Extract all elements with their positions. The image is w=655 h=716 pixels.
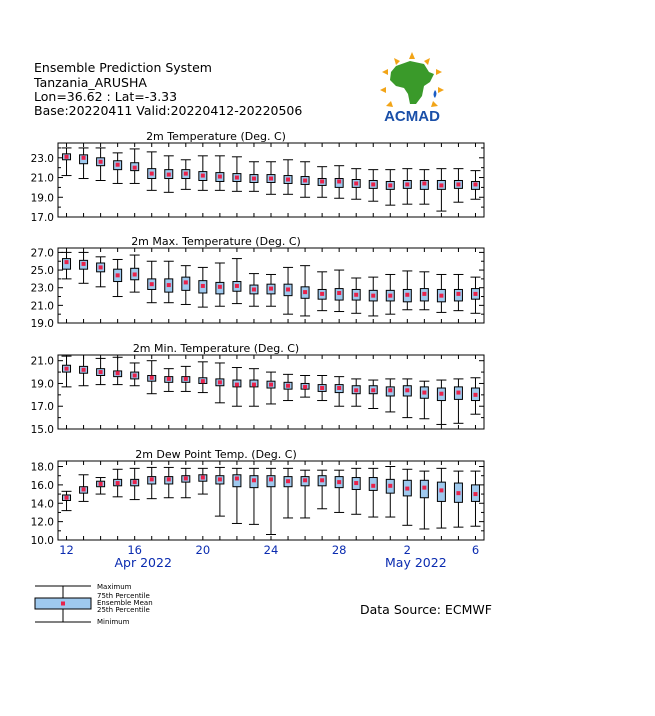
chart-panel-3 xyxy=(31,342,484,436)
box-11 xyxy=(232,157,242,192)
mean-marker xyxy=(439,488,443,492)
box-19 xyxy=(368,170,378,202)
box-11 xyxy=(232,259,242,304)
box-2 xyxy=(79,148,89,179)
box-8 xyxy=(181,366,191,391)
header-location: Tanzania_ARUSHA xyxy=(34,75,147,90)
box-4 xyxy=(113,469,123,497)
box-5 xyxy=(130,255,140,292)
box-23 xyxy=(436,169,446,211)
box-14 xyxy=(283,160,293,195)
box-15 xyxy=(300,266,310,316)
x-day-label: 20 xyxy=(195,543,211,557)
mean-marker xyxy=(388,294,392,298)
mean-marker xyxy=(405,388,409,392)
mean-marker xyxy=(133,272,137,276)
box-2 xyxy=(79,475,89,502)
mean-marker xyxy=(439,183,443,187)
box-11 xyxy=(232,368,242,407)
box-21 xyxy=(402,271,412,310)
box-16 xyxy=(317,167,327,198)
mean-marker xyxy=(473,393,477,397)
mean-marker xyxy=(82,156,86,160)
mean-marker xyxy=(116,371,120,375)
box-13 xyxy=(266,274,276,306)
logo-text: ACMAD xyxy=(384,108,440,125)
box-5 xyxy=(130,468,140,499)
mean-marker xyxy=(252,478,256,482)
y-tick-label: 10.0 xyxy=(30,535,54,547)
y-tick-label: 17.0 xyxy=(30,212,54,224)
x-day-label: 28 xyxy=(331,543,347,557)
y-tick-label: 21.0 xyxy=(30,300,54,313)
box-19 xyxy=(368,380,378,408)
box-9 xyxy=(198,156,208,191)
mean-marker xyxy=(269,177,273,181)
mean-marker xyxy=(303,385,307,389)
mean-marker xyxy=(456,182,460,186)
mean-marker xyxy=(184,377,188,381)
box-1 xyxy=(62,148,72,176)
box-15 xyxy=(300,162,310,198)
mean-marker xyxy=(320,386,324,390)
box-12 xyxy=(249,468,259,524)
box-7 xyxy=(164,467,174,497)
mean-marker xyxy=(167,283,171,287)
box-18 xyxy=(351,379,361,406)
mean-marker xyxy=(65,496,69,500)
y-tick-label: 16.0 xyxy=(30,479,54,492)
mean-marker xyxy=(133,166,137,170)
mean-marker xyxy=(303,478,307,482)
x-month-label: Apr 2022 xyxy=(114,555,172,570)
mean-marker xyxy=(99,482,103,486)
box-21 xyxy=(402,469,412,525)
mean-marker xyxy=(116,163,120,167)
y-tick-label: 23.0 xyxy=(30,282,54,295)
mean-marker xyxy=(371,182,375,186)
box-4 xyxy=(113,153,123,184)
box-23 xyxy=(436,380,446,424)
y-tick-label: 21.0 xyxy=(30,172,54,185)
mean-marker xyxy=(184,280,188,284)
mean-marker xyxy=(99,265,103,269)
mean-marker xyxy=(133,480,137,484)
y-tick-label: 23.0 xyxy=(30,152,54,165)
mean-marker xyxy=(473,292,477,296)
y-tick-label: 18.0 xyxy=(30,461,54,474)
box-14 xyxy=(283,374,293,400)
x-day-label: 24 xyxy=(263,543,279,557)
box-6 xyxy=(147,152,157,190)
header-title: Ensemble Prediction System xyxy=(34,60,212,75)
box-17 xyxy=(334,166,344,199)
header-base-valid: Base:20220411 Valid:20220412-20220506 xyxy=(34,103,303,118)
mean-marker xyxy=(235,176,239,180)
box-6 xyxy=(147,467,157,498)
y-tick-label: 12.0 xyxy=(30,516,54,529)
box-3 xyxy=(96,257,106,287)
y-tick-label: 15.0 xyxy=(30,424,54,436)
mean-marker xyxy=(269,477,273,481)
box-13 xyxy=(266,468,276,534)
mean-marker xyxy=(201,284,205,288)
box-18 xyxy=(351,169,361,200)
mean-marker xyxy=(405,487,409,491)
box-22 xyxy=(419,381,429,419)
box-18 xyxy=(351,278,361,313)
x-month-label: May 2022 xyxy=(385,555,447,570)
x-day-label: 6 xyxy=(471,543,480,557)
box-1 xyxy=(62,252,72,278)
mean-marker xyxy=(422,292,426,296)
mean-marker xyxy=(218,175,222,179)
mean-marker xyxy=(439,294,443,298)
chart-panel-4 xyxy=(31,448,484,547)
box-13 xyxy=(266,162,276,195)
panel-title: 2m Dew Point Temp. (Deg. C) xyxy=(135,448,297,461)
mean-marker xyxy=(422,181,426,185)
mean-marker xyxy=(473,182,477,186)
box-4 xyxy=(113,357,123,384)
mean-marker xyxy=(218,477,222,481)
mean-marker xyxy=(235,284,239,288)
mean-marker xyxy=(116,481,120,485)
mean-marker xyxy=(371,294,375,298)
box-25 xyxy=(470,471,480,526)
box-14 xyxy=(283,468,293,518)
box-15 xyxy=(300,375,310,397)
box-9 xyxy=(198,267,208,307)
box-25 xyxy=(470,171,480,200)
mean-marker xyxy=(320,179,324,183)
y-tick-label: 17.0 xyxy=(30,401,54,414)
mean-marker xyxy=(456,491,460,495)
box-3 xyxy=(96,148,106,181)
x-day-label: 12 xyxy=(59,543,74,557)
mean-marker xyxy=(422,486,426,490)
mean-marker xyxy=(201,476,205,480)
box-24 xyxy=(453,274,463,310)
box-21 xyxy=(402,379,412,418)
y-tick-label: 21.0 xyxy=(30,355,54,368)
mean-marker xyxy=(252,383,256,387)
box-10 xyxy=(215,263,225,306)
mean-marker xyxy=(337,179,341,183)
mean-marker xyxy=(65,260,69,264)
box-16 xyxy=(317,272,327,311)
mean-marker xyxy=(218,285,222,289)
box-11 xyxy=(232,468,242,523)
box-22 xyxy=(419,272,429,310)
mean-marker xyxy=(116,273,120,277)
mean-marker xyxy=(65,155,69,159)
box-24 xyxy=(453,471,463,527)
mean-marker xyxy=(252,287,256,291)
legend-label-p75: 75th Percentile xyxy=(97,592,150,600)
mean-marker xyxy=(201,379,205,383)
box-16 xyxy=(317,375,327,400)
mean-marker xyxy=(82,368,86,372)
mean-marker xyxy=(286,178,290,182)
mean-marker xyxy=(201,174,205,178)
box-12 xyxy=(249,274,259,307)
mean-marker xyxy=(320,478,324,482)
box-23 xyxy=(436,468,446,528)
mean-marker xyxy=(150,376,154,380)
box-20 xyxy=(385,170,395,206)
box-7 xyxy=(164,156,174,193)
mean-marker xyxy=(99,160,103,164)
x-day-label: 16 xyxy=(127,543,143,557)
panel-title: 2m Min. Temperature (Deg. C) xyxy=(132,342,300,355)
mean-marker xyxy=(371,484,375,488)
box-25 xyxy=(470,378,480,414)
box-20 xyxy=(385,274,395,314)
box-12 xyxy=(249,369,259,407)
box-5 xyxy=(130,363,140,386)
mean-marker xyxy=(371,388,375,392)
box-2 xyxy=(79,355,89,386)
box-17 xyxy=(334,377,344,407)
box-24 xyxy=(453,169,463,203)
header-coordinates: Lon=36.62 : Lat=-3.33 xyxy=(34,89,178,104)
box-10 xyxy=(215,363,225,403)
mean-marker xyxy=(99,370,103,374)
mean-marker xyxy=(320,292,324,296)
mean-marker xyxy=(286,384,290,388)
box-17 xyxy=(334,270,344,311)
mean-marker xyxy=(167,477,171,481)
box-13 xyxy=(266,372,276,404)
mean-marker xyxy=(337,291,341,295)
mean-marker xyxy=(218,380,222,384)
box-10 xyxy=(215,156,225,191)
mean-marker xyxy=(235,476,239,480)
mean-marker xyxy=(456,292,460,296)
mean-marker xyxy=(252,177,256,181)
mean-marker xyxy=(388,484,392,488)
box-5 xyxy=(130,149,140,184)
box-7 xyxy=(164,261,174,302)
panel-title: 2m Max. Temperature (Deg. C) xyxy=(131,235,301,248)
box-24 xyxy=(453,379,463,423)
y-tick-label: 19.0 xyxy=(30,378,54,391)
mean-marker xyxy=(184,172,188,176)
box-20 xyxy=(385,379,395,412)
y-tick-label: 19.0 xyxy=(30,192,54,205)
mean-marker xyxy=(388,388,392,392)
box-3 xyxy=(96,478,106,495)
mean-marker xyxy=(150,172,154,176)
mean-marker xyxy=(388,183,392,187)
box-8 xyxy=(181,266,191,305)
box-10 xyxy=(215,467,225,516)
mean-marker xyxy=(167,377,171,381)
mean-marker xyxy=(269,383,273,387)
mean-marker xyxy=(337,386,341,390)
box-22 xyxy=(419,170,429,205)
box-7 xyxy=(164,369,174,392)
mean-marker xyxy=(82,487,86,491)
legend-label-p25: 25th Percentile xyxy=(97,606,150,614)
mean-marker xyxy=(354,481,358,485)
box-3 xyxy=(96,358,106,384)
box-6 xyxy=(147,261,157,302)
box-22 xyxy=(419,471,429,529)
box-2 xyxy=(79,252,89,283)
mean-marker xyxy=(235,383,239,387)
box-1 xyxy=(62,491,72,510)
legend-label-mean: Ensemble Mean xyxy=(97,599,153,607)
box-18 xyxy=(351,468,361,514)
box-9 xyxy=(198,468,208,494)
box-25 xyxy=(470,277,480,313)
y-tick-label: 14.0 xyxy=(30,498,54,511)
box-9 xyxy=(198,362,208,393)
mean-marker xyxy=(354,388,358,392)
mean-marker xyxy=(303,290,307,294)
box-16 xyxy=(317,470,327,509)
box-20 xyxy=(385,467,395,518)
box-4 xyxy=(113,259,123,296)
mean-marker xyxy=(354,293,358,297)
box-6 xyxy=(147,361,157,394)
y-tick-label: 25.0 xyxy=(30,265,54,278)
panel-title: 2m Temperature (Deg. C) xyxy=(146,130,286,143)
box-14 xyxy=(283,267,293,314)
mean-marker xyxy=(405,182,409,186)
mean-marker xyxy=(167,173,171,177)
mean-marker xyxy=(184,476,188,480)
mean-marker xyxy=(337,480,341,484)
mean-marker xyxy=(286,479,290,483)
box-17 xyxy=(334,470,344,512)
legend-label-maximum: Maximum xyxy=(97,583,132,591)
mean-marker xyxy=(286,287,290,291)
box-23 xyxy=(436,274,446,312)
chart-panel-2 xyxy=(31,235,484,330)
box-8 xyxy=(181,468,191,497)
legend-label-minimum: Minimum xyxy=(97,618,130,626)
box-19 xyxy=(368,468,378,517)
y-tick-label: 19.0 xyxy=(30,318,54,330)
box-12 xyxy=(249,162,259,192)
mean-marker xyxy=(473,492,477,496)
mean-marker xyxy=(133,373,137,377)
box-8 xyxy=(181,160,191,190)
mean-marker xyxy=(439,392,443,396)
mean-marker xyxy=(303,178,307,182)
box-19 xyxy=(368,277,378,316)
mean-marker xyxy=(82,262,86,266)
data-source: Data Source: ECMWF xyxy=(360,602,492,617)
box-15 xyxy=(300,470,310,518)
x-day-label: 2 xyxy=(403,543,411,557)
mean-marker xyxy=(269,287,273,291)
mean-marker xyxy=(150,282,154,286)
mean-marker xyxy=(354,181,358,185)
mean-marker xyxy=(422,391,426,395)
legend xyxy=(35,583,153,626)
box-21 xyxy=(402,169,412,205)
mean-marker xyxy=(456,391,460,395)
y-tick-label: 27.0 xyxy=(30,247,54,260)
box-1 xyxy=(62,356,72,387)
legend-mean-marker xyxy=(61,602,65,606)
mean-marker xyxy=(150,477,154,481)
mean-marker xyxy=(65,367,69,371)
chart-panel-1 xyxy=(31,130,484,224)
mean-marker xyxy=(405,293,409,297)
